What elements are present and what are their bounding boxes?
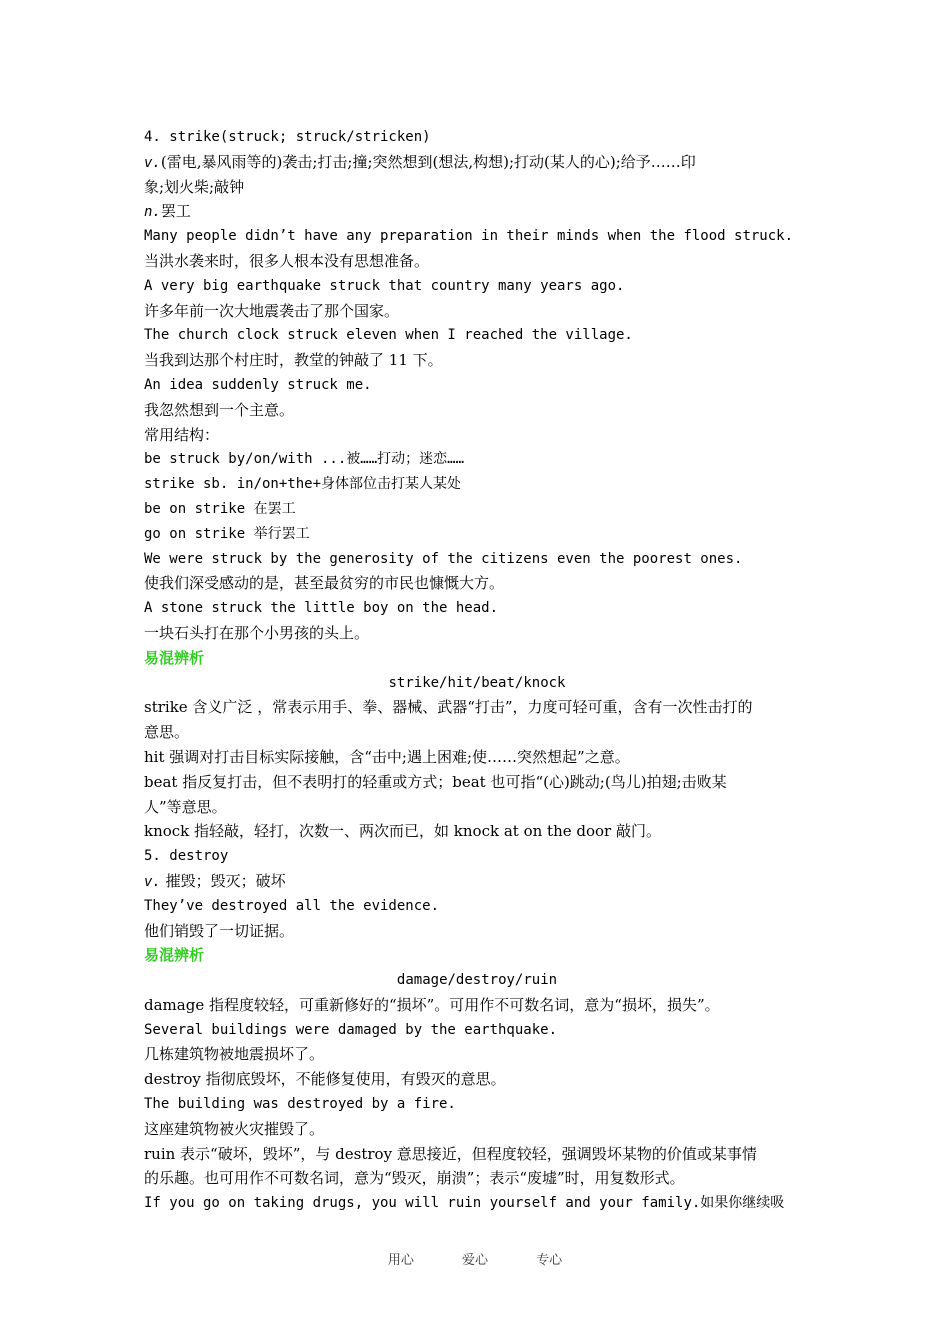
phrase-line: be on strike 在罢工	[144, 500, 296, 517]
definition-text: 摧毁；毁灭；破坏	[160, 871, 286, 890]
example-en: We were struck by the generosity of the citizens even the poorest ones.	[144, 550, 743, 567]
example-zh: 一块石头打在那个小男孩的头上。	[144, 623, 370, 642]
definition-line	[144, 199, 810, 224]
example-zh: 他们销毁了一切证据。	[144, 921, 295, 940]
definition-line: 象;划火柴;敲钟	[144, 177, 245, 196]
confusables-title: damage/destroy/ruin	[396, 972, 558, 989]
example-zh: 几栋建筑物被地震损坏了。	[144, 1045, 325, 1064]
explanation-line: ruin 表示“破坏，毁坏”，与 destroy 意思接近，但程度较轻，强调毁坏某物的价值或某事情	[144, 1144, 757, 1163]
page-footer	[0, 1249, 950, 1268]
example-zh: 我忽然想到一个主意。	[144, 400, 295, 419]
example-zh: 当洪水袭来时，很多人根本没有思想准备。	[144, 251, 430, 270]
example-zh: 这座建筑物被火灾摧毁了。	[144, 1119, 325, 1138]
definition-line	[144, 150, 810, 175]
footer-item: 爱心	[461, 1253, 488, 1268]
explanation-line: 人”等意思。	[144, 797, 227, 816]
footer-item: 用心	[387, 1253, 414, 1268]
example-en: Several buildings were damaged by the earthquake.	[144, 1021, 558, 1038]
document-body	[144, 125, 810, 1216]
phrase-line: strike sb. in/on+the+身体部位击打某人某处	[144, 476, 462, 493]
explanation-line: destroy 指彻底毁坏，不能修复使用，有毁灭的意思。	[144, 1070, 506, 1089]
footer-item: 专心	[536, 1253, 563, 1268]
example-zh: 许多年前一次大地震袭击了那个国家。	[144, 301, 400, 320]
definition-text: (雷电,暴风雨等的)袭击;打击;撞;突然想到(想法,构想);打动(某人的心);给予……印	[160, 152, 696, 171]
part-of-speech: v.	[144, 873, 161, 890]
example-en: A very big earthquake struck that country many years ago.	[144, 277, 625, 294]
example-en: The building was destroyed by a fire.	[144, 1096, 456, 1113]
example-en: They’ve destroyed all the evidence.	[144, 897, 440, 914]
example-en: An idea suddenly struck me.	[144, 376, 372, 393]
definition-line	[144, 869, 810, 894]
explanation-line: strike 含义广泛 ，常表示用手、拳、器械、武器“打击”，力度可轻可重，含有一次性击打的	[144, 698, 753, 717]
example-en: Many people didn’t have any preparation in their minds when the flood struck.	[144, 228, 794, 245]
explanation-line: 的乐趣。也可用作不可数名词，意为“毁灭，崩溃”；表示“废墟”时，用复数形式。	[144, 1169, 685, 1188]
phrase-line: go on strike 举行罢工	[144, 525, 310, 542]
part-of-speech: v.	[144, 154, 161, 171]
example-zh: 使我们深受感动的是，甚至最贫穷的市民也慷慨大方。	[144, 574, 505, 593]
example-en: If you go on taking drugs, you will ruin yourself and your family.如果你继续吸	[144, 1195, 785, 1212]
heading-destroy: 5. destroy	[144, 848, 229, 865]
definition-text: 罢工	[160, 202, 191, 221]
example-en: A stone struck the little boy on the head.	[144, 600, 499, 617]
confusables-heading: 易混辨析	[144, 946, 205, 965]
explanation-line: hit 强调对打击目标实际接触，含“击中;遇上困难;使……突然想起”之意。	[144, 747, 630, 766]
confusables-title: strike/hit/beat/knock	[388, 674, 566, 691]
phrase-line: be struck by/on/with ...被……打动；迷恋……	[144, 451, 465, 468]
part-of-speech: n.	[144, 204, 161, 221]
confusables-heading: 易混辨析	[144, 648, 205, 667]
explanation-line: 意思。	[144, 723, 190, 742]
explanation-line: damage 指程度较轻，可重新修好的“损坏”。可用作不可数名词，意为“损坏，损失”。	[144, 995, 720, 1014]
explanation-line: beat 指反复打击，但不表明打的轻重或方式；beat 也可指“(心)跳动;(鸟儿)拍翅;击败某	[144, 772, 727, 791]
section-label: 常用结构：	[144, 425, 220, 444]
example-en: The church clock struck eleven when I reached the village.	[144, 327, 633, 344]
heading-strike: 4. strike(struck; struck/stricken)	[144, 129, 431, 145]
explanation-line: knock 指轻敲，轻打，次数一、两次而已，如 knock at on the door 敲门。	[144, 822, 661, 841]
example-zh: 当我到达那个村庄时，教堂的钟敲了 11 下。	[144, 351, 443, 370]
